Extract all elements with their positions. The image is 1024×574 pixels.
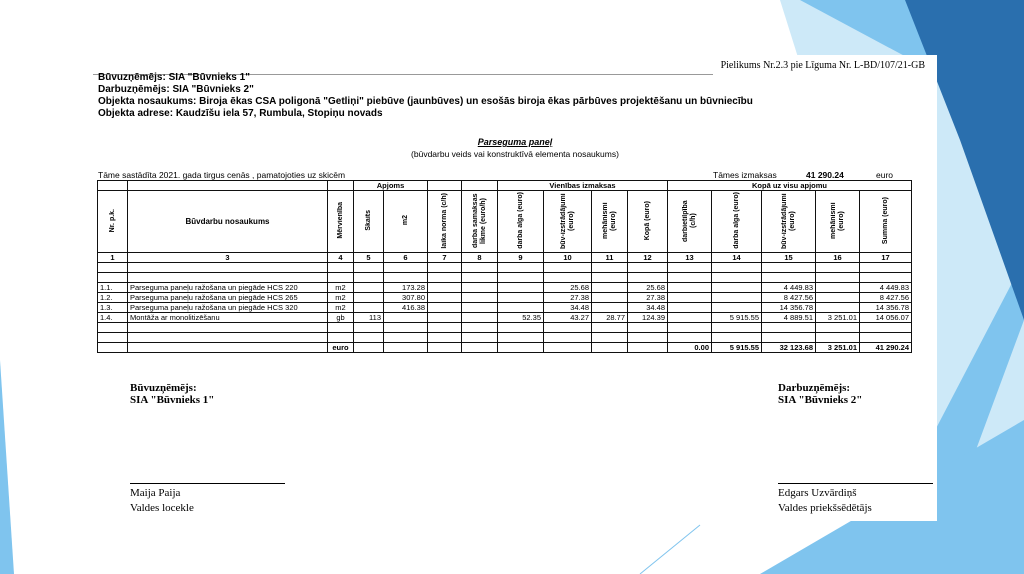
signature-company: SIA "Būvnieks 1" <box>130 394 215 406</box>
table-total-row <box>98 343 912 353</box>
index-cell: 8 <box>462 253 498 263</box>
signature-line <box>130 483 285 484</box>
row-summa: 4 449.83 <box>860 283 912 293</box>
row-meh <box>592 283 628 293</box>
estimate-subtitle: (būvdarbu veids vai konstruktīvā elementa nosaukums) <box>411 149 619 159</box>
table-cell <box>98 181 128 191</box>
signature-person: Maija Paija <box>130 487 181 499</box>
col-header-m2: m2 <box>384 191 428 253</box>
index-cell: 13 <box>668 253 712 263</box>
estimate-cost-label: Tāmes izmaksas <box>713 170 777 180</box>
meta-contractor <box>98 72 250 83</box>
col-header-kopa: Kopā (euro) <box>628 191 668 253</box>
table-empty-row <box>98 333 912 343</box>
row-skaits: 113 <box>354 313 384 323</box>
left-blue-sliver <box>0 360 14 574</box>
col-header-buvizstradajumi-total: būv-izstrādājumi (euro) <box>762 191 816 253</box>
row-skaits <box>354 293 384 303</box>
row-skaits <box>354 283 384 293</box>
row-summa: 8 427.56 <box>860 293 912 303</box>
index-cell: 17 <box>860 253 912 263</box>
row-likme <box>462 293 498 303</box>
row-nr: 1.4. <box>98 313 128 323</box>
group-apjoms: Apjoms <box>354 181 428 191</box>
row-meh-total <box>816 283 860 293</box>
table-group-header <box>98 181 912 191</box>
signature-person: Edgars Uzvārdiņš <box>778 487 857 499</box>
index-cell: 12 <box>628 253 668 263</box>
estimate-table <box>97 180 912 353</box>
row-laika <box>428 283 462 293</box>
row-skaits <box>354 303 384 313</box>
index-cell: 1 <box>98 253 128 263</box>
group-vienibas: Vienības izmaksas <box>498 181 668 191</box>
row-laika <box>428 313 462 323</box>
row-alga <box>498 283 544 293</box>
meta-label: Objekta nosaukums: <box>98 96 197 107</box>
col-header-darba-alga: darba alga (euro) <box>498 191 544 253</box>
index-cell: 9 <box>498 253 544 263</box>
row-laika <box>428 293 462 303</box>
index-cell: 4 <box>328 253 354 263</box>
row-alga-total <box>712 293 762 303</box>
signature-contractor-person <box>130 486 194 516</box>
col-header-laika-norma: laika norma (c/h) <box>428 191 462 253</box>
row-nr: 1.2. <box>98 293 128 303</box>
row-name: Parseguma paneļu ražošana un piegāde HCS 320 <box>128 303 328 313</box>
table-empty-row <box>98 263 912 273</box>
signature-contractor <box>130 382 214 406</box>
total-meh: 3 251.01 <box>816 343 860 353</box>
row-likme <box>462 283 498 293</box>
meta-value: Biroja ēkas CSA poligonā "Getliņi" piebūve (jaunbūves) un esošās biroja ēkas pārbūves projektēšanu un būvniecību <box>199 96 753 107</box>
signature-line <box>778 483 933 484</box>
row-kopa: 25.68 <box>628 283 668 293</box>
row-nr: 1.1. <box>98 283 128 293</box>
table-index-row <box>98 253 912 263</box>
col-header-skaits: Skaits <box>354 191 384 253</box>
index-cell: 15 <box>762 253 816 263</box>
row-unit: m2 <box>328 293 354 303</box>
table-row <box>98 293 912 303</box>
col-header-buvizstradajumi: būv-izstrādājumi (euro) <box>544 191 592 253</box>
signature-role: Būvuzņēmējs: <box>130 382 197 394</box>
meta-value: Kaudzīšu iela 57, Rumbula, Stopiņu novads <box>175 108 383 119</box>
total-summa: 41 290.24 <box>860 343 912 353</box>
row-buv: 25.68 <box>544 283 592 293</box>
table-empty-row <box>98 273 912 283</box>
meta-label: Būvuzņēmējs: <box>98 72 166 83</box>
row-meh-total: 3 251.01 <box>816 313 860 323</box>
signature-position: Valdes locekle <box>130 502 194 514</box>
index-cell: 10 <box>544 253 592 263</box>
row-alga-total: 5 915.55 <box>712 313 762 323</box>
total-darbiet: 0.00 <box>668 343 712 353</box>
total-buv: 32 123.68 <box>762 343 816 353</box>
table-cell <box>428 181 462 191</box>
table-row <box>98 303 912 313</box>
table-row <box>98 313 912 323</box>
row-likme <box>462 303 498 313</box>
col-header-unit: Mērvienība <box>328 191 354 253</box>
row-m2: 307.80 <box>384 293 428 303</box>
row-name: Parseguma paneļu ražošana un piegāde HCS 220 <box>128 283 328 293</box>
estimate-title: Parseguma paneļ <box>477 137 553 147</box>
row-unit: m2 <box>328 303 354 313</box>
row-darbiet <box>668 303 712 313</box>
table-cell <box>328 181 354 191</box>
table-empty-row <box>98 323 912 333</box>
thin-line <box>640 525 700 574</box>
col-header-mehanismi: mehānismi (euro) <box>592 191 628 253</box>
table-column-headers <box>98 191 912 253</box>
row-buv-total: 4 889.51 <box>762 313 816 323</box>
row-buv: 34.48 <box>544 303 592 313</box>
row-alga: 52.35 <box>498 313 544 323</box>
row-buv-total: 14 356.78 <box>762 303 816 313</box>
estimate-basis: Tāme sastādīta 2021. gada tirgus cenās , pamatojoties uz skicēm <box>98 170 346 180</box>
row-buv: 43.27 <box>544 313 592 323</box>
estimate-currency: euro <box>876 170 894 180</box>
row-darbiet <box>668 313 712 323</box>
row-m2 <box>384 313 428 323</box>
row-nr: 1.3. <box>98 303 128 313</box>
estimate-document <box>93 55 937 521</box>
row-darbiet <box>668 283 712 293</box>
col-header-summa: Summa (euro) <box>860 191 912 253</box>
meta-value: SIA "Būvnieks 2" <box>172 84 254 95</box>
index-cell: 6 <box>384 253 428 263</box>
row-meh <box>592 293 628 303</box>
meta-label: Objekta adrese: <box>98 108 174 119</box>
table-cell <box>128 181 328 191</box>
row-name: Parseguma paneļu ražošana un piegāde HCS 265 <box>128 293 328 303</box>
row-m2: 173.28 <box>384 283 428 293</box>
signature-role: Darbuzņēmējs: <box>778 382 851 394</box>
row-unit: gb <box>328 313 354 323</box>
row-summa: 14 056.07 <box>860 313 912 323</box>
meta-object-name <box>98 96 753 107</box>
signature-subcontractor <box>778 382 862 406</box>
index-cell: 5 <box>354 253 384 263</box>
row-name: Montāža ar monolitizēšanu <box>128 313 328 323</box>
row-m2: 416.38 <box>384 303 428 313</box>
row-alga-total <box>712 283 762 293</box>
total-unit: euro <box>328 343 354 353</box>
meta-value: SIA "Būvnieks 1" <box>168 72 250 83</box>
index-cell: 7 <box>428 253 462 263</box>
col-header-darba-alga-total: darba alga (euro) <box>712 191 762 253</box>
row-laika <box>428 303 462 313</box>
group-kopa: Kopā uz visu apjomu <box>668 181 912 191</box>
col-header-nr: Nr. p.k. <box>98 191 128 253</box>
row-darbiet <box>668 293 712 303</box>
row-unit: m2 <box>328 283 354 293</box>
row-meh-total <box>816 293 860 303</box>
row-meh: 28.77 <box>592 313 628 323</box>
signature-subcontractor-person <box>778 486 872 516</box>
row-alga <box>498 293 544 303</box>
row-meh <box>592 303 628 313</box>
meta-label: Darbuzņēmējs: <box>98 84 170 95</box>
signature-company: SIA "Būvnieks 2" <box>778 394 863 406</box>
total-alga: 5 915.55 <box>712 343 762 353</box>
table-row <box>98 283 912 293</box>
row-buv-total: 4 449.83 <box>762 283 816 293</box>
col-header-mehanismi-total: mehānismi (euro) <box>816 191 860 253</box>
estimate-cost-value: 41 290.24 <box>806 170 844 180</box>
index-cell: 16 <box>816 253 860 263</box>
index-cell: 3 <box>128 253 328 263</box>
meta-subcontractor <box>98 84 254 95</box>
row-kopa: 27.38 <box>628 293 668 303</box>
row-kopa: 124.39 <box>628 313 668 323</box>
index-cell: 11 <box>592 253 628 263</box>
row-buv-total: 8 427.56 <box>762 293 816 303</box>
row-likme <box>462 313 498 323</box>
col-header-name: Būvdarbu nosaukums <box>128 191 328 253</box>
row-alga <box>498 303 544 313</box>
col-header-darbietilpiba: darbietilpība (c/h) <box>668 191 712 253</box>
row-summa: 14 356.78 <box>860 303 912 313</box>
row-buv: 27.38 <box>544 293 592 303</box>
row-kopa: 34.48 <box>628 303 668 313</box>
col-header-samaksas-likme: darba samaksas likme (euro/h) <box>462 191 498 253</box>
annex-reference: Pielikums Nr.2.3 pie Līguma Nr. L-BD/107/21-GB <box>720 60 925 71</box>
signature-position: Valdes priekšsēdētājs <box>778 502 872 514</box>
meta-object-address <box>98 108 383 119</box>
row-meh-total <box>816 303 860 313</box>
table-cell <box>462 181 498 191</box>
index-cell: 14 <box>712 253 762 263</box>
row-alga-total <box>712 303 762 313</box>
